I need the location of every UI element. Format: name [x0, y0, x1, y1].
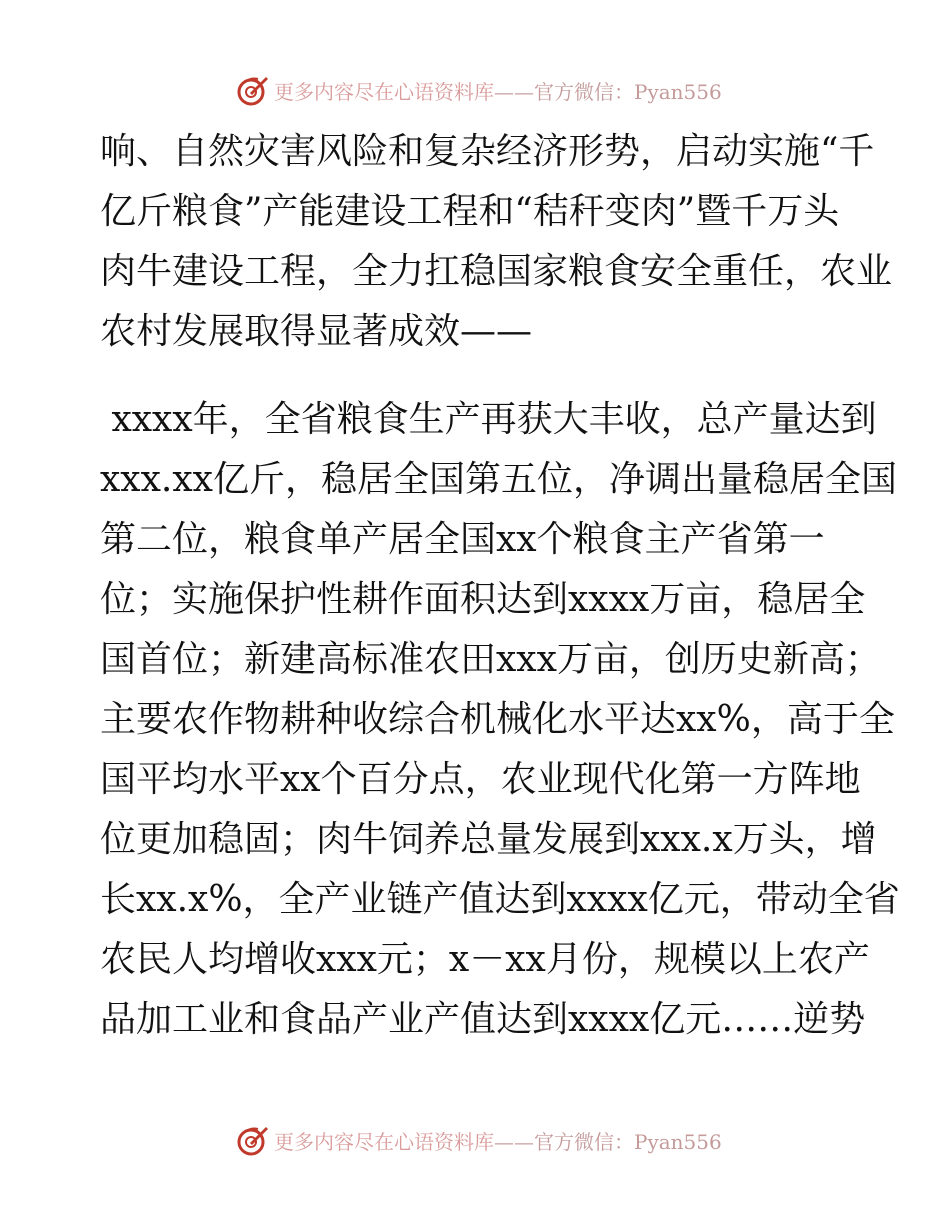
- text-line: 农民人均增收xxx元；x－xx月份，规模以上农产: [100, 939, 870, 980]
- text-line: xxx.xx亿斤，稳居全国第五位，净调出量稳居全国: [100, 459, 897, 500]
- pen-logo-icon: [236, 73, 270, 107]
- text-line: 长xx.x%，全产业链产值达到xxxx亿元，带动全省: [100, 879, 900, 920]
- banner-wechat: 官方微信：Pyan556: [534, 1129, 722, 1154]
- text-line: 肉牛建设工程，全力扛稳国家粮食安全重任，农业: [100, 251, 893, 292]
- text-line: 位；实施保护性耕作面积达到xxxx万亩，稳居全: [100, 579, 866, 620]
- banner-text: [274, 1126, 722, 1155]
- header-banner-content: [236, 70, 722, 110]
- text-line: 主要农作物耕种收综合机械化水平达xx%，高于全: [100, 699, 895, 740]
- text-line: 位更加稳固；肉牛饲养总量发展到xxx.x万头，增: [100, 819, 877, 860]
- paragraph-gap: [100, 362, 860, 390]
- footer-banner: [0, 1120, 950, 1160]
- document-body: [100, 122, 900, 1050]
- paragraph-2: [100, 390, 900, 1050]
- banner-wechat: 官方微信：Pyan556: [534, 79, 722, 104]
- text-line: 国平均水平xx个百分点，农业现代化第一方阵地: [100, 759, 861, 800]
- banner-dash: ——: [494, 79, 534, 104]
- text-line: 国首位；新建高标准农田xxx万亩，创历史新高；: [100, 639, 881, 680]
- banner-title: 更多内容尽在心语资料库: [274, 79, 494, 104]
- text-line: 第二位，粮食单产居全国xx个粮食主产省第一: [100, 519, 825, 560]
- pen-logo-icon: [236, 1123, 270, 1157]
- text-line: 品加工业和食品产业产值达到xxxx亿元……逆势: [100, 999, 866, 1040]
- banner-title: 更多内容尽在心语资料库: [274, 1129, 494, 1154]
- banner-dash: ——: [494, 1129, 534, 1154]
- text-line: 农村发展取得显著成效——: [100, 311, 533, 352]
- text-line: xxxx年，全省粮食生产再获大丰收，总产量达到: [100, 399, 877, 440]
- text-line: 响、自然灾害风险和复杂经济形势，启动实施“千: [100, 131, 875, 172]
- footer-banner-content: [236, 1120, 722, 1160]
- paragraph-1: [100, 122, 893, 362]
- text-line: 亿斤粮食”产能建设工程和“秸秆变肉”暨千万头: [100, 191, 840, 232]
- banner-text: [274, 76, 722, 105]
- header-banner: [0, 70, 950, 110]
